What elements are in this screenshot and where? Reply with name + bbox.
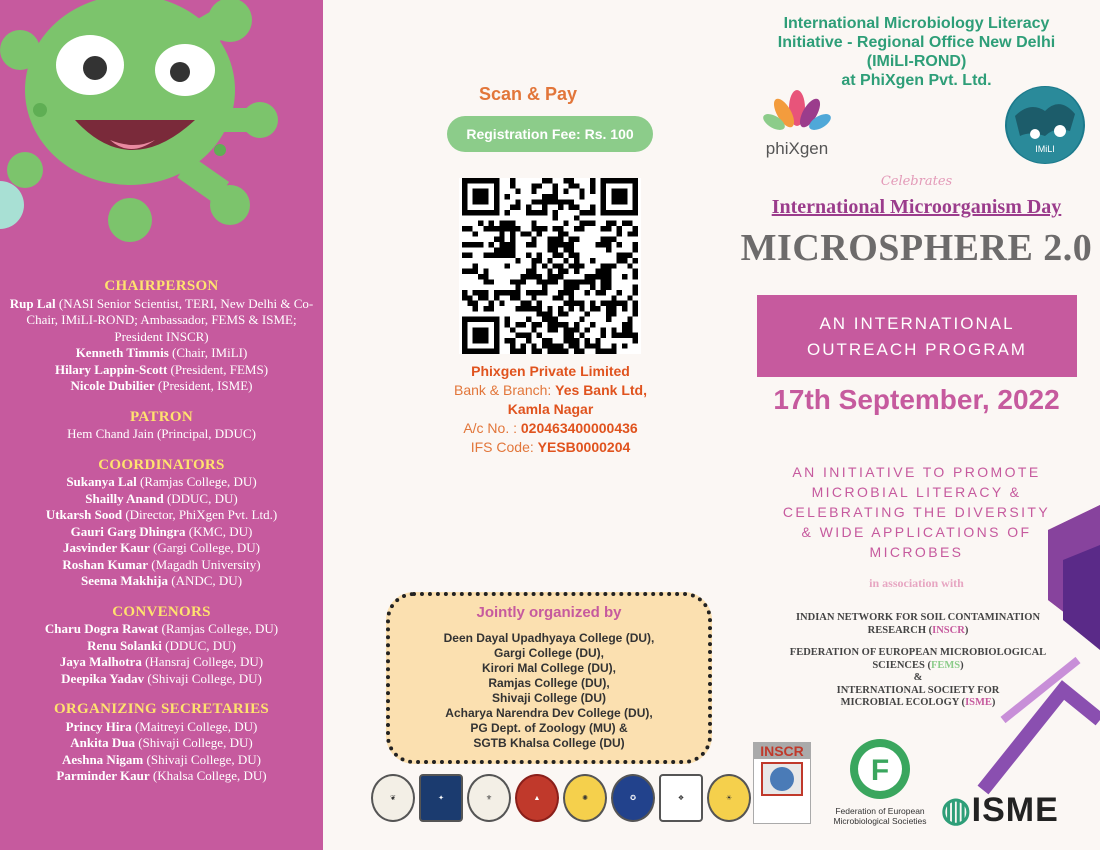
- svg-text:F: F: [870, 754, 890, 787]
- section-title: CONVENORS: [112, 603, 211, 620]
- committee-entry: Parminder Kaur (Khalsa College, DU): [56, 768, 267, 783]
- college-emblem-icon: ✺: [563, 774, 607, 822]
- committee-entry: Hilary Lappin-Scott (President, FEMS): [54, 361, 269, 377]
- committee-entry: Utkarsh Sood (Director, PhiXgen Pvt. Ltd.): [45, 507, 278, 522]
- scan-pay-title: Scan & Pay: [478, 84, 578, 104]
- organizer-item: Shivaji College (DU): [491, 691, 607, 705]
- committee-entry: Shailly Anand (DDUC, DU): [85, 490, 238, 506]
- organizer-item: Ramjas College (DU),: [488, 676, 610, 690]
- committee-entry: Nicole Dubilier (President, ISME): [70, 378, 253, 393]
- right-panel: [733, 0, 1100, 850]
- section-chairperson: [0, 278, 323, 395]
- college-emblem-icon: ✦: [419, 774, 463, 822]
- organizer-item: Gargi College (DU),: [493, 646, 604, 660]
- committee-entry: Ankita Dua (Shivaji College, DU): [70, 735, 253, 750]
- section-title: COORDINATORS: [98, 456, 225, 473]
- event-date: 17th September, 2022: [773, 384, 1060, 415]
- phixgen-logo: [757, 88, 837, 159]
- committee-entry: Gauri Garg Dhingra (KMC, DU): [70, 523, 253, 539]
- event-name: MICROSPHERE 2.0: [740, 227, 1093, 269]
- committee-entry: Jaya Malhotra (Hansraj College, DU): [59, 654, 264, 669]
- phixgen-logo-text: phiXgen: [765, 139, 829, 158]
- association-orgs: INDIAN NETWORK FOR SOIL CONTAMINATION RESEARCH (INSCR) FEDERATION OF EUROPEAN MICROBIOLOGICAL SCIENCES (FEMS) & INTERNATIONAL SOCIETY FOR MICROBIAL ECOLOGY (ISME): [789, 612, 1047, 708]
- section-title: CHAIRPERSON: [104, 278, 219, 294]
- section-patron: [0, 409, 323, 443]
- jointly-title: Jointly organized by: [476, 604, 622, 621]
- committee-entry: Charu Dogra Rawat (Ramjas College, DU): [44, 621, 279, 636]
- college-emblem-icon: ⚜: [467, 774, 511, 822]
- section-convenors: [0, 604, 323, 688]
- globe-icon: [754, 759, 810, 799]
- fems-emblem-icon: [845, 734, 915, 804]
- committee-entry: Sukanya Lal (Ramjas College, DU): [66, 474, 257, 489]
- imili-logo: [1005, 86, 1085, 164]
- jointly-organized-box: [386, 592, 712, 764]
- fems-logo: [825, 734, 935, 826]
- organizer-item: Acharya Narendra Dev College (DU),: [445, 706, 653, 720]
- initiative-statement: AN INITIATIVE TO PROMOTE MICROBIAL LITERACY & CELEBRATING THE DIVERSITY & WIDE APPLICATIONS OF MICROBES: [782, 464, 1051, 560]
- bank-name: Yes Bank Ltd,: [555, 382, 647, 398]
- committee-entry: Hem Chand Jain (Principal, DDUC): [67, 426, 256, 441]
- association-label: in association with: [869, 576, 964, 590]
- college-emblem-icon: ❦: [371, 774, 415, 822]
- college-emblem-icon: ☀: [707, 774, 751, 822]
- payment-details: Phixgen Private Limited Bank & Branch: Yes Bank Ltd, Kamla Nagar A/c No. : 020463400000436 IFS Code: YESB0000204: [454, 363, 647, 455]
- committee-entry: Princy Hira (Maitreyi College, DU): [65, 718, 258, 734]
- section-title: ORGANIZING SECRETARIES: [53, 701, 270, 717]
- section-title: PATRON: [130, 408, 193, 425]
- committee-entry: Deepika Yadav (Shivaji College, DU): [61, 670, 262, 686]
- event-day-title: International Microorganism Day: [771, 196, 1062, 218]
- committee-entry: Rup Lal (NASI Senior Scientist, TERI, New Delhi & Co-Chair, IMiLI-ROND; Ambassador, FEMS & ISME; President INSCR): [9, 295, 314, 344]
- imili-logo-text: IMiLI: [1035, 144, 1055, 154]
- committee-entry: Aeshna Nigam (Shivaji College, DU): [62, 751, 261, 767]
- account-number: 020463400000436: [520, 420, 638, 436]
- imili-rond-heading: International Microbiology Literacy Initiative - Regional Office New Delhi (IMiLI-ROND) at PhiXgen Pvt. Ltd.: [777, 15, 1056, 89]
- payee-name: Phixgen Private Limited: [471, 363, 630, 379]
- section-coordinators: [0, 457, 323, 590]
- celebrates-text: Celebrates: [880, 174, 953, 189]
- globe-icon: ◍: [941, 791, 972, 829]
- college-emblem-icon: ▲: [515, 774, 559, 822]
- fems-logo-text: Federation of European Microbiological Societies: [833, 806, 927, 826]
- lotus-icon: [762, 88, 832, 138]
- isme-logo: ◍ISME: [941, 791, 1059, 829]
- college-emblem-icon: ❖: [659, 774, 703, 822]
- organizer-item: Deen Dayal Upadhyaya College (DU),: [443, 631, 655, 645]
- branch-name: Kamla Nagar: [507, 401, 594, 417]
- committee-list: [0, 278, 323, 785]
- registration-fee-badge: Registration Fee: Rs. 100: [447, 116, 653, 152]
- organizer-item: Kirori Mal College (DU),: [481, 661, 616, 675]
- inscr-logo: INSCR: [753, 742, 811, 824]
- section-organizing-secretaries: [0, 701, 323, 785]
- committee-entry: Jasvinder Kaur (Gargi College, DU): [62, 540, 261, 555]
- middle-panel: [323, 0, 733, 850]
- committee-entry: Roshan Kumar (Magadh University): [62, 556, 261, 572]
- program-banner: AN INTERNATIONAL OUTREACH PROGRAM: [757, 295, 1077, 377]
- ifs-code: YESB0000204: [537, 439, 631, 455]
- payment-qr-code[interactable]: [459, 178, 641, 354]
- committee-entry: Renu Solanki (DDUC, DU): [87, 637, 236, 653]
- organizer-item: SGTB Khalsa College (DU): [473, 736, 625, 750]
- college-emblem-icon: ✪: [611, 774, 655, 822]
- college-logos: [371, 774, 751, 822]
- committee-entry: Seema Makhija (ANDC, DU): [80, 573, 243, 588]
- committee-entry: Kenneth Timmis (Chair, IMiLI): [75, 345, 248, 360]
- left-panel: [0, 0, 323, 850]
- organizer-item: PG Dept. of Zoology (MU) &: [470, 721, 628, 735]
- microbe-illustration: [0, 0, 280, 270]
